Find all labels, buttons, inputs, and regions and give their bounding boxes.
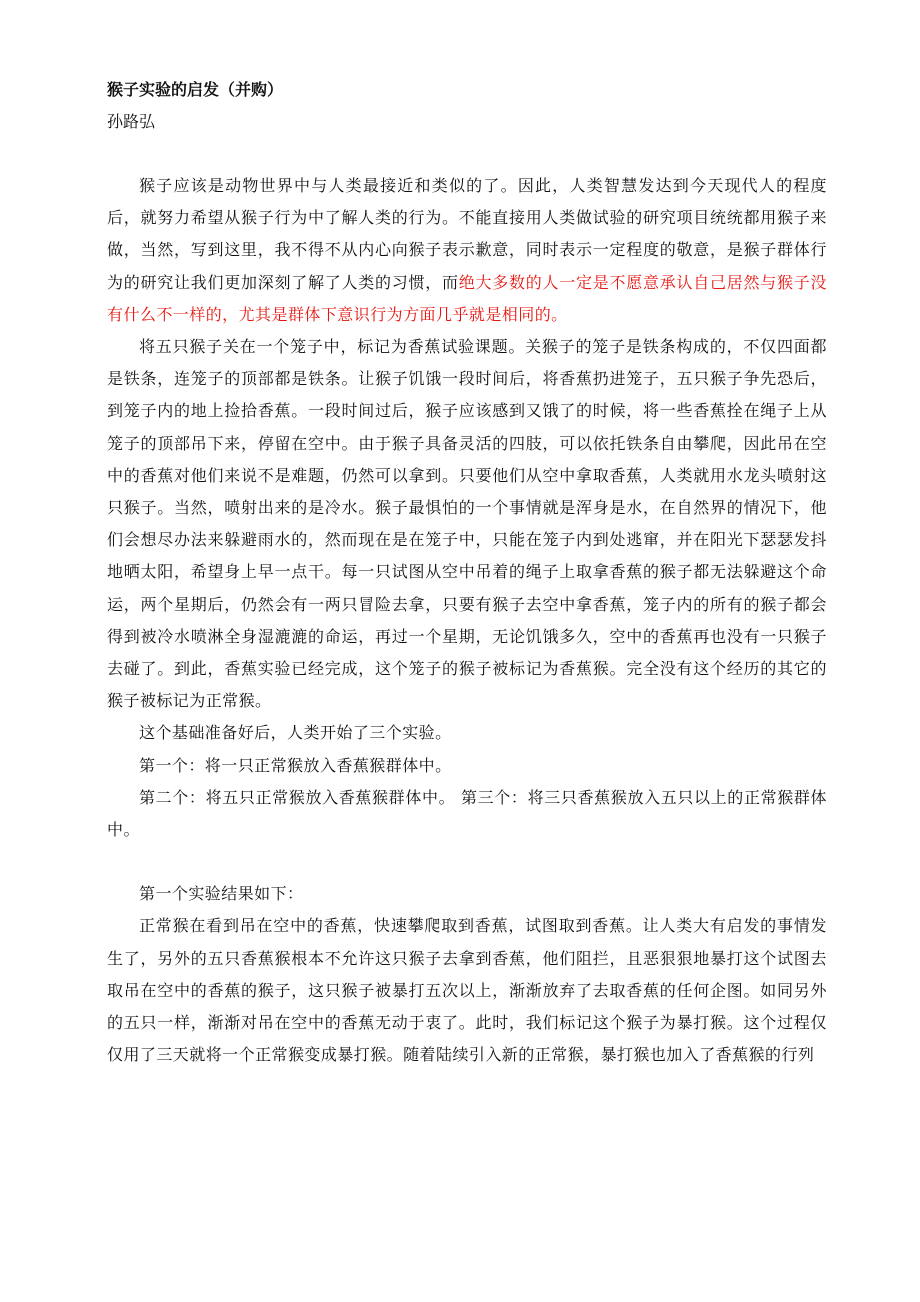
document-author: 孙路弘 <box>107 112 156 131</box>
highlighted-text: 绝大多数的人一定是不愿意承认自己居然与猴子没有什么不一样的，尤其是群体下意识行为方面几乎就是相同的。 <box>107 272 828 324</box>
paragraph-banana-experiment: 将五只猴子关在一个笼子中，标记为香蕉试验课题。关猴子的笼子是铁条构成的，不仅四面都是铁条，连笼子的顶部都是铁条。让猴子饥饿一段时间后，将香蕉扔进笼子，五只猴子争先恐后，到笼子内的地上捡拾香蕉。一段时间过后，猴子应该感到又饿了的时候，将一些香蕉拴在绳子上从笼子的顶部吊下来，停留在空中。由于猴子具备灵活的四肢，可以依托铁条自由攀爬，因此吊在空中的香蕉对他们来说不是难题，仍然可以拿到。只要他们从空中拿取香蕉，人类就用水龙头喷射这只猴子。当然，喷射出来的是冷水。猴子最惧怕的一个事情就是浑身是水，在自然界的情况下，他们会想尽办法来躲避雨水的，然而现在是在笼子中，只能在笼子内到处逃窜，并在阳光下瑟瑟发抖地晒太阳，希望身上早一点干。每一只试图从空中吊着的绳子上取拿香蕉的猴子都无法躲避这个命运，两个星期后，仍然会有一两只冒险去拿，只要有猴子去空中拿香蕉，笼子内的所有的猴子都会得到被冷水喷淋全身湿漉漉的命运，再过一个星期，无论饥饿多久，空中的香蕉再也没有一只猴子去碰了。到此，香蕉实验已经完成，这个笼子的猴子被标记为香蕉猴。完全没有这个经历的其它的猴子被标记为正常猴。 <box>107 337 827 711</box>
paragraph-three-experiments: 这个基础准备好后，人类开始了三个实验。 <box>139 723 452 743</box>
paragraph-spacer <box>107 846 827 878</box>
paragraph-intro-text: 猴子应该是动物世界中与人类最接近和类似的了。因此，人类智慧发达到今天现代人的程度后，就努力希望从猴子行为中了解人类的行为。不能直接用人类做试验的研究项目统统都用猴子来做，当然，写到这里，我不得不从内心向猴子表示歉意，同时表示一定程度的敬意，是猴子群体行为的研究让我们更加深刻了解了人类的习惯，而 <box>107 176 827 292</box>
document-page <box>107 74 827 1071</box>
paragraph-result-one: 正常猴在看到吊在空中的香蕉，快速攀爬取到香蕉，试图取到香蕉。让人类大有启发的事情发生了，另外的五只香蕉猴根本不允许这只猴子去拿到香蕉，他们阻拦，且恶狠狠地暴打这个试图去取吊在空中的香蕉的猴子，这只猴子被暴打五次以上，渐渐放弃了去取香蕉的任何企图。如同另外的五只一样，渐渐对吊在空中的香蕉无动于衷了。此时，我们标记这个猴子为暴打猴。这个过程仅仅用了三天就将一个正常猴变成暴打猴。随着陆续引入新的正常猴，暴打猴也加入了香蕉猴的行列 <box>107 916 827 1065</box>
paragraph-experiment-one: 第一个：将一只正常猴放入香蕉猴群体中。 <box>139 755 452 775</box>
document-title: 猴子实验的启发（并购） <box>107 80 284 99</box>
paragraph-experiment-two-three: 第二个：将五只正常猴放入香蕉猴群体中。 第三个：将三只香蕉猴放入五只以上的正常猴群体中。 <box>107 787 827 840</box>
paragraph-result-heading: 第一个实验结果如下： <box>139 884 304 904</box>
paragraph-intro <box>107 170 827 331</box>
